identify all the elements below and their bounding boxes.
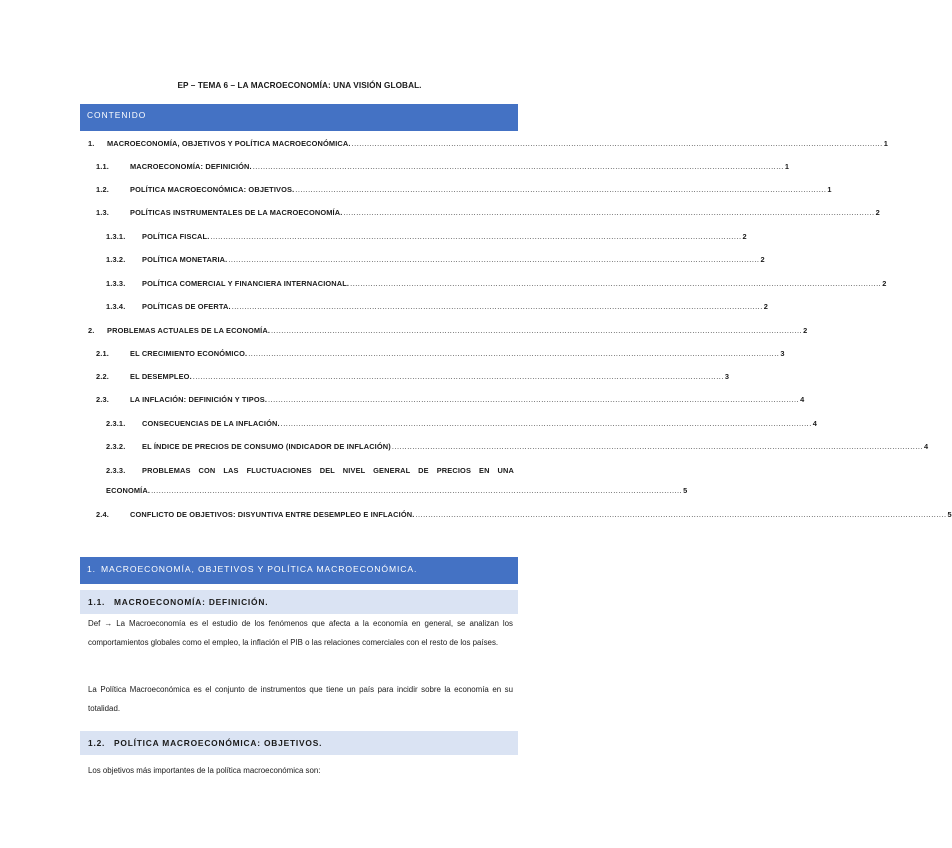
- toc-entry-text: CONFLICTO DE OBJETIVOS: DISYUNTIVA ENTRE DESEMPLEO E INFLACIÓN.: [130, 510, 415, 519]
- toc-entry-number: 2.4.: [96, 510, 109, 519]
- toc-entry-page: 1: [883, 139, 888, 148]
- toc-dot-leader: ................................................................................................................................................................................................................: [151, 486, 683, 495]
- toc-entry-page: 2: [803, 326, 808, 335]
- toc-dot-leader: ................................................................................................................................................................................................................: [391, 442, 923, 451]
- toc-entry-number: 1.3.4.: [106, 302, 126, 311]
- subsection-heading-title: MACROECONOMÍA: DEFINICIÓN.: [114, 597, 269, 607]
- toc-entry[interactable]: [96, 510, 952, 519]
- toc-entry-wrapped[interactable]: [106, 466, 514, 475]
- toc-entry-page: 4: [924, 442, 929, 451]
- toc-entry-number: 1.3.2.: [106, 255, 126, 264]
- toc-entry-number: 1.3.1.: [106, 232, 126, 241]
- toc-dot-leader: ................................................................................................................................................................................................................: [351, 139, 883, 148]
- subsection-heading: [80, 731, 518, 755]
- toc-entry-page: 2: [882, 279, 887, 288]
- toc-entry[interactable]: [88, 326, 808, 335]
- paragraph: Los objetivos más importantes de la política macroeconómica son:: [88, 766, 321, 775]
- toc-entry-page: 4: [800, 395, 805, 404]
- toc-dot-leader: ................................................................................................................................................................................................................: [252, 162, 784, 171]
- toc-entry-number: 2.3.: [96, 395, 109, 404]
- toc-entry-number: 1.3.: [96, 208, 109, 217]
- toc-dot-leader: ................................................................................................................................................................................................................: [295, 185, 827, 194]
- toc-entry[interactable]: [96, 208, 880, 217]
- subsection-heading-title: POLÍTICA MACROECONÓMICA: OBJETIVOS.: [114, 738, 323, 748]
- toc-entry-text: POLÍTICA MACROECONÓMICA: OBJETIVOS.: [130, 185, 295, 194]
- toc-entry-text: POLÍTICA FISCAL.: [142, 232, 210, 241]
- toc-dot-leader: ................................................................................................................................................................................................................: [280, 419, 812, 428]
- toc-entry-page: 5: [683, 486, 688, 495]
- toc-entry-page: 1: [827, 185, 832, 194]
- toc-entry[interactable]: [106, 255, 765, 264]
- toc-entry[interactable]: [96, 162, 790, 171]
- toc-entry-number: 2.3.3.: [106, 466, 126, 475]
- toc-entry-number: 1.: [88, 139, 95, 148]
- toc-entry-page: 3: [780, 349, 785, 358]
- toc-entry-text: MACROECONOMÍA, OBJETIVOS Y POLÍTICA MACROECONÓMICA.: [107, 139, 351, 148]
- toc-entry[interactable]: [88, 139, 888, 148]
- toc-entry[interactable]: [96, 395, 805, 404]
- toc-entry-number: 2.3.1.: [106, 419, 126, 428]
- toc-entry-text: EL DESEMPLEO.: [130, 372, 192, 381]
- toc-entry-number: 2.1.: [96, 349, 109, 358]
- toc-entry-text: LA INFLACIÓN: DEFINICIÓN Y TIPOS.: [130, 395, 268, 404]
- toc-entry-text: POLÍTICAS INSTRUMENTALES DE LA MACROECONOMÍA.: [130, 208, 343, 217]
- toc-entry-text: POLÍTICA MONETARIA.: [142, 255, 228, 264]
- section-heading-number: 1.: [87, 564, 96, 574]
- toc-entry-text: PROBLEMAS ACTUALES DE LA ECONOMÍA.: [107, 326, 271, 335]
- toc-dot-leader: ................................................................................................................................................................................................................: [248, 349, 780, 358]
- toc-entry-number: 2.2.: [96, 372, 109, 381]
- toc-entry-number: 2.3.2.: [106, 442, 126, 451]
- toc-entry-number: 1.2.: [96, 185, 109, 194]
- toc-dot-leader: ................................................................................................................................................................................................................: [192, 372, 724, 381]
- toc-entry-page: 2: [760, 255, 765, 264]
- toc-entry-text: EL CRECIMIENTO ECONÓMICO.: [130, 349, 248, 358]
- toc-dot-leader: ................................................................................................................................................................................................................: [350, 279, 882, 288]
- toc-entry-page: 2: [875, 208, 880, 217]
- toc-entry-text: PROBLEMAS CON LAS FLUCTUACIONES DEL NIVEL GENERAL DE PRECIOS EN UNA: [142, 466, 514, 475]
- toc-entry[interactable]: [106, 302, 769, 311]
- toc-dot-leader: ................................................................................................................................................................................................................: [343, 208, 875, 217]
- subsection-heading-number: 1.2.: [88, 738, 106, 748]
- toc-entry-page: 3: [724, 372, 730, 381]
- toc-entry-text: EL ÍNDICE DE PRECIOS DE CONSUMO (INDICADOR DE INFLACIÓN): [142, 442, 391, 451]
- toc-entry-page: 5: [947, 510, 952, 519]
- paragraph: Def → La Macroeconomía es el estudio de los fenómenos que afecta a la economía en general, se analizan los comportamientos globales como el empleo, la inflación el PIB o las relaciones comerciales con el resto de los países.: [88, 619, 513, 647]
- toc-entry-continuation[interactable]: [106, 486, 688, 495]
- toc-entry-text-continued: ECONOMÍA.: [106, 486, 151, 495]
- toc-entry-number: 1.3.3.: [106, 279, 126, 288]
- toc-entry[interactable]: [96, 185, 832, 194]
- toc-dot-leader: ................................................................................................................................................................................................................: [210, 232, 742, 241]
- toc-entry-text: POLÍTICAS DE OFERTA.: [142, 302, 231, 311]
- toc-entry-text: MACROECONOMÍA: DEFINICIÓN.: [130, 162, 252, 171]
- toc-dot-leader: ................................................................................................................................................................................................................: [415, 510, 947, 519]
- section-heading: [80, 557, 518, 584]
- subsection-heading-number: 1.1.: [88, 597, 106, 607]
- toc-entry-number: 1.1.: [96, 162, 109, 171]
- toc-dot-leader: ................................................................................................................................................................................................................: [268, 395, 800, 404]
- toc-entry[interactable]: [96, 372, 730, 381]
- paragraph: La Política Macroeconómica es el conjunto de instrumentos que tiene un país para incidir sobre la economía en su totalidad.: [88, 685, 513, 713]
- toc-entry[interactable]: [106, 232, 747, 241]
- toc-entry[interactable]: [106, 419, 818, 428]
- toc-entry-page: 4: [812, 419, 818, 428]
- toc-entry[interactable]: [96, 349, 785, 358]
- toc-dot-leader: ................................................................................................................................................................................................................: [231, 302, 763, 311]
- document-title: EP – TEMA 6 – LA MACROECONOMÍA: UNA VISIÓN GLOBAL.: [177, 81, 422, 90]
- toc-entry-text: POLÍTICA COMERCIAL Y FINANCIERA INTERNACIONAL.: [142, 279, 350, 288]
- toc-entry[interactable]: [106, 442, 929, 451]
- toc-entry-text: CONSECUENCIAS DE LA INFLACIÓN.: [142, 419, 280, 428]
- toc-dot-leader: ................................................................................................................................................................................................................: [271, 326, 803, 335]
- toc-entry-page: 2: [763, 302, 769, 311]
- toc-entry[interactable]: [106, 279, 887, 288]
- subsection-heading: [80, 590, 518, 614]
- section-heading-title: MACROECONOMÍA, OBJETIVOS Y POLÍTICA MACROECONÓMICA.: [101, 564, 418, 574]
- toc-entry-page: 2: [742, 232, 747, 241]
- toc-entry-page: 1: [784, 162, 790, 171]
- toc-entry-number: 2.: [88, 326, 95, 335]
- toc-dot-leader: ................................................................................................................................................................................................................: [228, 255, 760, 264]
- contents-heading: CONTENIDO: [80, 104, 518, 131]
